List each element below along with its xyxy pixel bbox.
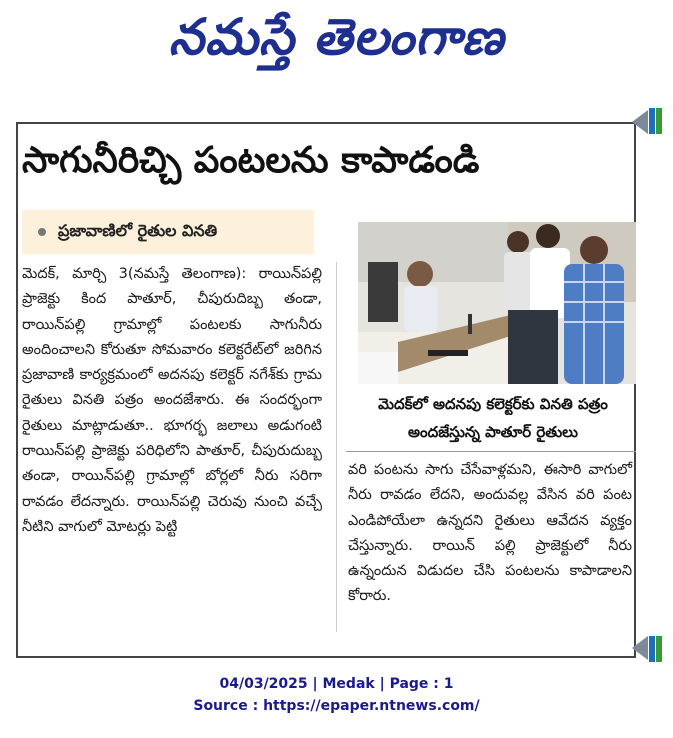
- corner-arrow-icon: [632, 106, 662, 136]
- page-footer: [0, 673, 673, 717]
- caption-rule: [346, 451, 636, 452]
- masthead: [0, 0, 673, 86]
- bullet-icon: [38, 228, 46, 236]
- article-body-left: మెదక్, మార్చి 3(నమస్తే తెలంగాణ): రాయిన్‌పల్లి ప్రాజెక్టు కింద పాతూర్, చీపురుదిబ్బ తండా, రాయిన్‌పల్లి గ్రామాల్లో పంటలకు సాగునీరు అందించాలని కోరుతూ సోమవారం కలెక్టరేట్‌లో జరిగిన ప్రజావాణి కార్యక్రమంలో అదనపు కలెక్టర్ నగేశ్‌కు గ్రామ రైతులు వినతి పత్రం అందజేశారు. ఈ సందర్భంగా రైతులు మాట్లాడుతూ.. భూగర్భ జలాలు అడుగంటి రాయిన్‌పల్లి ప్రాజెక్టు పరిధిలోని పాతూర్, చీపురుదుబ్బ తండా, రాయిన్‌పల్లి గ్రామాల్లో బోర్లలో నీరు సరిగా రావడం లేదన్నారు. రాయిన్‌పల్లి చెరువు నుంచి వచ్చే నీటిని వాగులో మోటర్లు పెట్టి: [22, 266, 322, 535]
- column-divider: [336, 262, 337, 632]
- footer-date-line: 04/03/2025 | Medak | Page : 1: [219, 676, 454, 692]
- photo-caption: [346, 390, 640, 446]
- frame-rule-bottom: [16, 656, 634, 658]
- corner-arrow-icon: [632, 634, 662, 664]
- article-headline: సాగునీరిచ్చి పంటలను కాపాడండి: [22, 140, 480, 181]
- caption-line-1: మెదక్‌లో అదనపు కలెక్టర్‌కు వినతి పత్రం: [378, 395, 608, 413]
- frame-rule-left: [16, 122, 18, 658]
- photo-illustration: [358, 222, 636, 384]
- frame-rule-top: [16, 122, 634, 124]
- footer-source-line: Source : https://epaper.ntnews.com/: [193, 698, 480, 714]
- caption-line-2: అందజేస్తున్న పాతూర్ రైతులు: [408, 423, 578, 441]
- article-body-right: వరి పంటను సాగు చేసేవాళ్లమని, ఈసారి వాగులో నీరు రావడం లేదని, అందువల్ల వేసిన వరి పంట ఎండిపోయేలా ఉన్నదని రైతులు ఆవేదన వ్యక్తం చేస్తున్నారు. రాయిన్ పల్లి ప్రాజెక్టులో నీరు ఉన్నందున విడుదల చేసి పంటలను కాపాడాలని కోరారు.: [348, 462, 632, 605]
- kicker-text: ప్రజావాణిలో రైతుల వినతి: [58, 220, 218, 240]
- article-kicker: [22, 210, 314, 254]
- article-photo: [358, 222, 636, 384]
- newspaper-logo: నమస్తే తెలంగాణ: [168, 7, 505, 66]
